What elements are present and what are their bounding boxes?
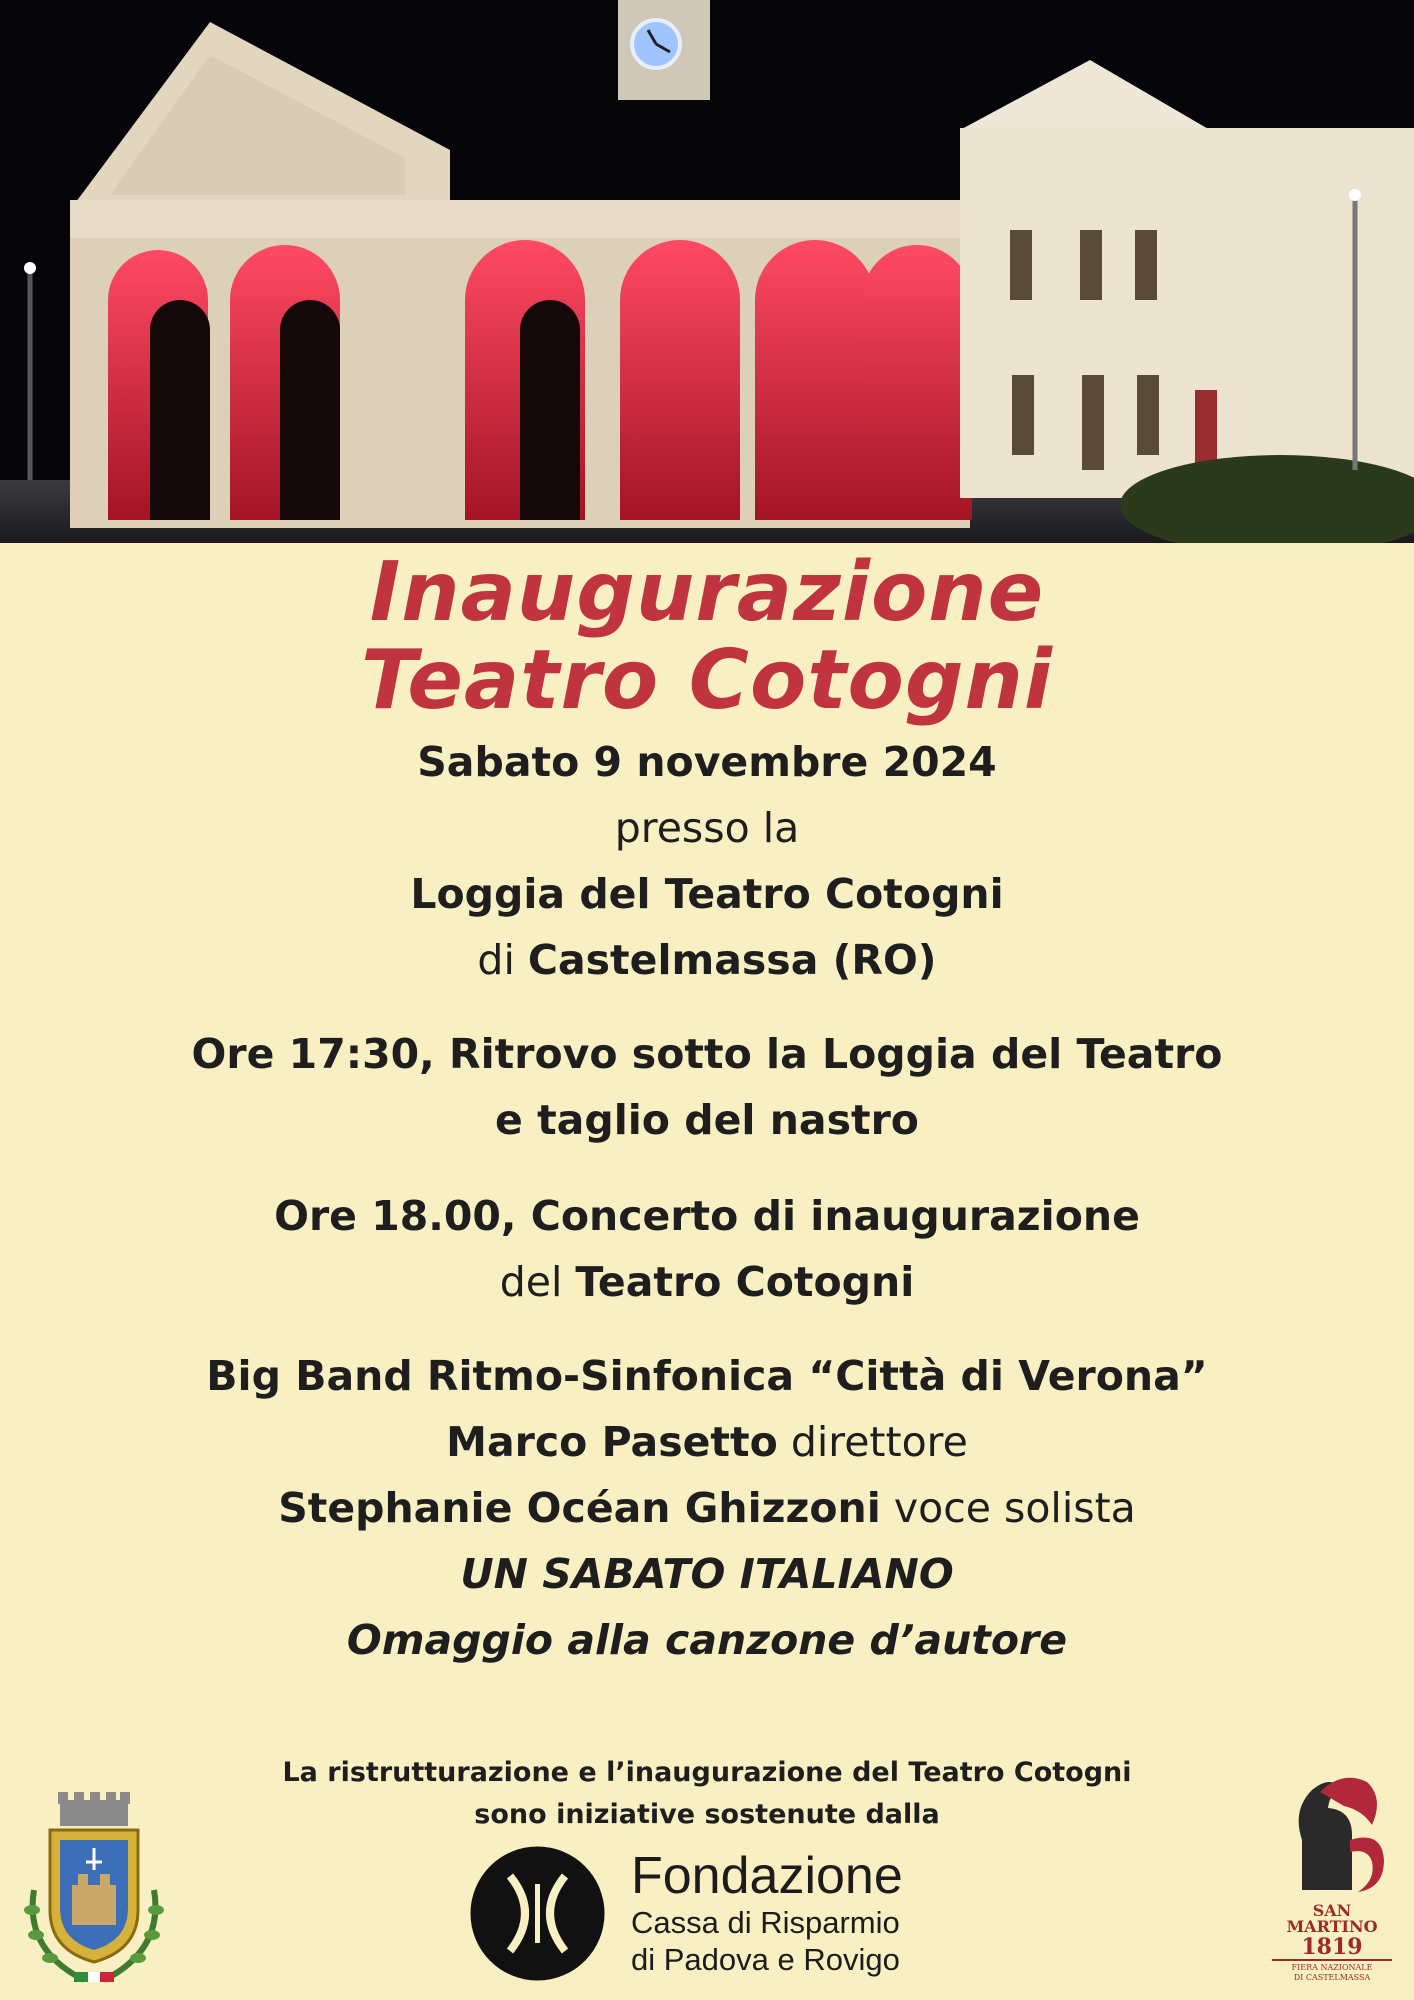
director-name: Marco Pasetto <box>446 1418 778 1466</box>
san-martino-caption-2: DI CASTELMASSA <box>1293 1973 1371 1982</box>
director-line <box>0 1409 1414 1475</box>
performers <box>0 1343 1414 1673</box>
fondazione-logo <box>470 1838 903 1988</box>
san-martino-year: 1819 <box>1272 1935 1392 1961</box>
soloist-name: Stephanie Océan Ghizzoni <box>278 1484 881 1532</box>
schedule-2-line-1: Ore 18.00, Concerto di inaugurazione <box>274 1192 1140 1240</box>
event-title <box>0 545 1414 728</box>
band-name: Big Band Ritmo-Sinfonica “Città di Verona” <box>206 1352 1208 1400</box>
support-note <box>0 1752 1414 1836</box>
city-prefix: di <box>477 936 515 984</box>
schedule-1-line-2: e taglio del nastro <box>495 1096 919 1144</box>
location-prefix: presso la <box>614 804 800 852</box>
schedule-item-1 <box>0 1021 1414 1153</box>
venue: Loggia del Teatro Cotogni <box>410 870 1004 918</box>
schedule-1-line-1: Ore 17:30, Ritrovo sotto la Loggia del Teatro <box>191 1030 1223 1078</box>
soloist-role: voce solista <box>893 1484 1136 1532</box>
show-subtitle: Omaggio alla canzone d’autore <box>346 1616 1068 1664</box>
san-martino-logo <box>1272 1770 1392 1995</box>
schedule-item-2 <box>0 1183 1414 1315</box>
city: Castelmassa (RO) <box>527 936 937 984</box>
event-date: Sabato 9 novembre 2024 <box>417 738 997 786</box>
support-line-1: La ristrutturazione e l’inaugurazione del Teatro Cotogni <box>282 1757 1132 1788</box>
soloist-line <box>0 1475 1414 1541</box>
san-martino-caption-1: FIERA NAZIONALE <box>1291 1963 1373 1972</box>
schedule-2-venue: Teatro Cotogni <box>575 1258 915 1306</box>
fondazione-name: Fondazione <box>631 1847 903 1905</box>
title-line-1: Inaugurazione <box>369 545 1045 640</box>
fondazione-emblem-icon <box>470 1846 605 1981</box>
san-martino-line-2: MARTINO <box>1286 1917 1378 1936</box>
director-role: direttore <box>790 1418 968 1466</box>
municipal-crest-icon <box>14 1790 174 1990</box>
show-title: UN SABATO ITALIANO <box>460 1550 954 1598</box>
header-photo <box>0 0 1414 543</box>
city-line <box>0 927 1414 993</box>
fondazione-sub-1: Cassa di Risparmio <box>631 1905 900 1940</box>
title-line-2: Teatro Cotogni <box>360 633 1054 728</box>
san-martino-line-1: SAN <box>1312 1901 1352 1920</box>
horse-head-icon <box>1272 1770 1392 1900</box>
schedule-2-line-2 <box>0 1249 1414 1315</box>
fondazione-sub-2: di Padova e Rovigo <box>631 1942 900 1977</box>
support-line-2: sono iniziative sostenute dalla <box>474 1799 940 1830</box>
schedule-2-prefix: del <box>499 1258 563 1306</box>
